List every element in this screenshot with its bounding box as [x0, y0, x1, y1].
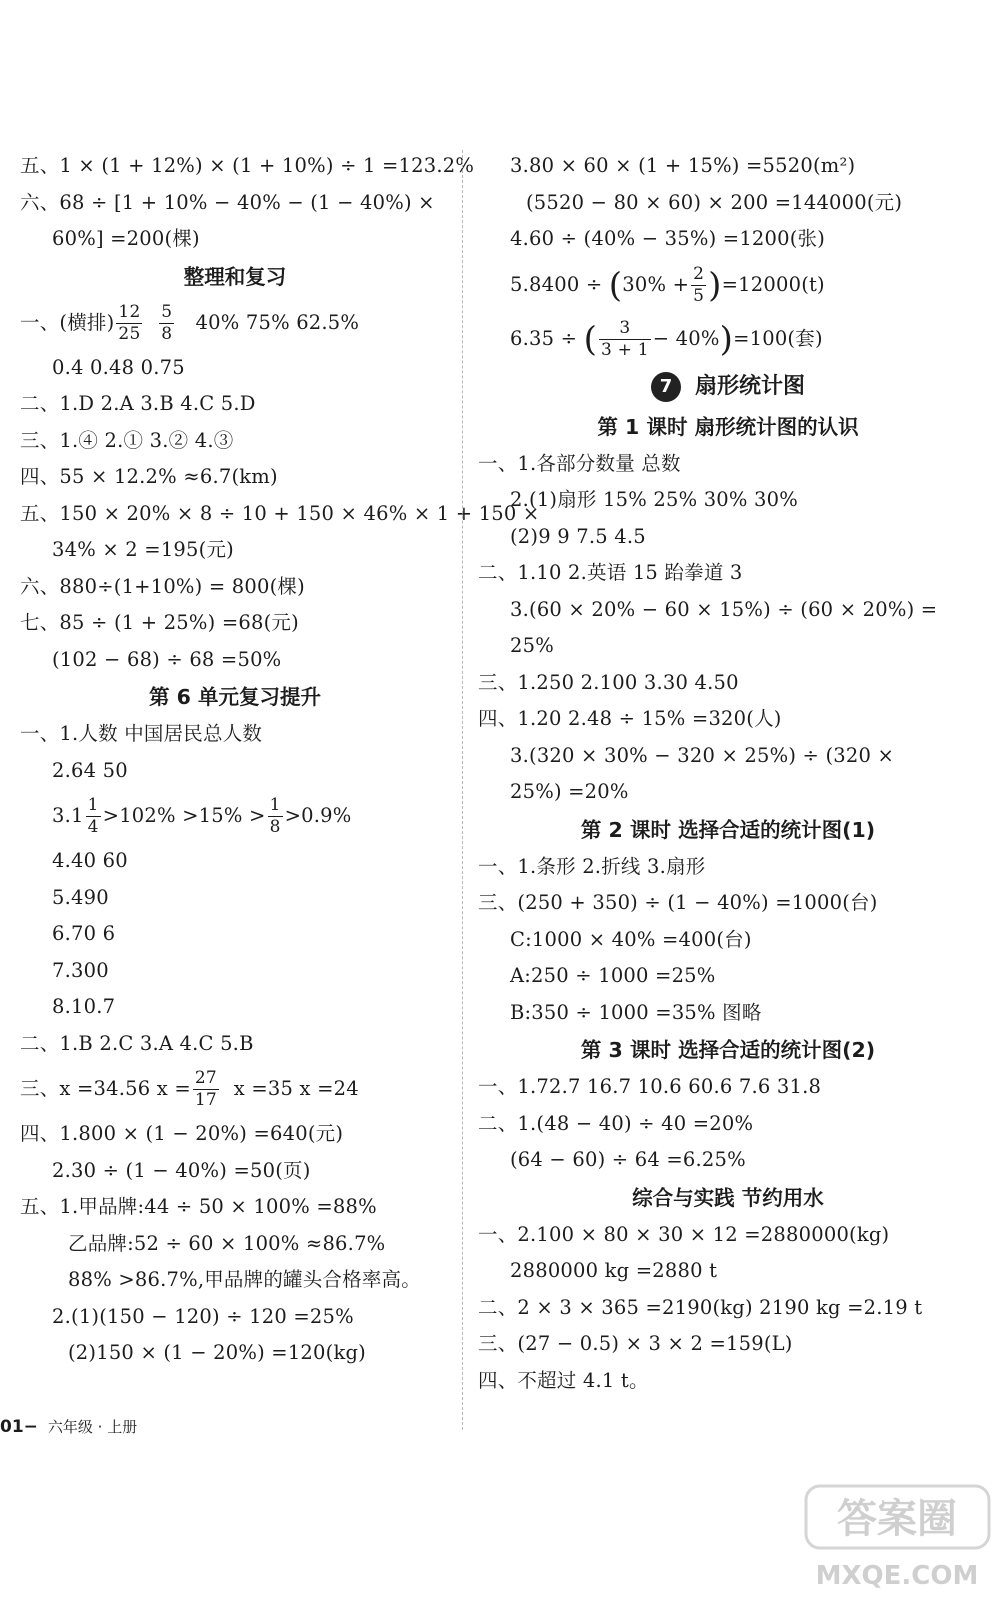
section-heading: 综合与实践 节约用水: [632, 1185, 824, 1210]
answer-line: 四、1.800 × (1 − 20%) =640(元): [20, 1122, 344, 1145]
answer-line: 4.60 ÷ (40% − 35%) =1200(张): [510, 227, 826, 250]
watermark-logo: [800, 1480, 995, 1595]
answer-line: 25%: [510, 634, 554, 657]
answer-line: 3.(320 × 30% − 320 × 25%) ÷ (320 ×: [510, 743, 895, 767]
answer-line: 乙品牌:52 ÷ 60 × 100% ≈86.7%: [68, 1231, 386, 1255]
answer-line: 25%) =20%: [510, 780, 629, 803]
answer-line: 二、1.B 2.C 3.A 4.C 5.B: [20, 1031, 254, 1055]
answer-line: 2880000 kg =2880 t: [510, 1259, 718, 1282]
answer-line: 3.1 $\frac{1}{4}$ >102% >15% > $\frac{1}{8}$ >0.9%: [52, 795, 352, 837]
answer-line: 一、1.72.7 16.7 10.6 60.6 7.6 31.8: [478, 1075, 822, 1098]
answer-line: 二、1.D 2.A 3.B 4.C 5.D: [20, 392, 256, 415]
answer-line: 四、1.20 2.48 ÷ 15% =320(人): [478, 707, 782, 730]
answer-line: 二、1.(48 − 40) ÷ 40 =20%: [478, 1111, 754, 1135]
page-number: 01−: [0, 1417, 38, 1437]
answer-line: (2)150 × (1 − 20%) =120(kg): [68, 1341, 366, 1364]
answer-line: 三、x =34.56 x = $\frac{27}{17}$ x =35 x =24: [20, 1068, 359, 1110]
answer-line: 2.(1)扇形 15% 25% 30% 30%: [510, 488, 798, 511]
fraction: $\frac{1}{8}$: [269, 795, 281, 837]
chapter-heading: 7 扇形统计图: [478, 366, 978, 408]
fraction: $\frac{3}{3 + 1}$: [601, 317, 649, 360]
fraction: $\frac{1}{4}$: [87, 795, 99, 837]
answer-line: 2.64 50: [52, 758, 128, 782]
answer-line: 3.80 × 60 × (1 + 15%) =5520(m²): [510, 154, 856, 177]
page-footer: [0, 1416, 137, 1437]
answer-line: C:1000 × 40% =400(台): [510, 927, 752, 951]
answer-line: 三、(27 − 0.5) × 3 × 2 =159(L): [478, 1332, 793, 1355]
answer-line: 34% × 2 =195(元): [52, 538, 234, 561]
answer-line: 五、1 × (1 + 12%) × (1 + 10%) ÷ 1 =123.2%: [20, 154, 475, 177]
answer-line: (5520 − 80 × 60) × 200 =144000(元): [526, 190, 903, 214]
answer-line: 一、1.各部分数量 总数: [478, 451, 681, 475]
answer-line: 三、1.250 2.100 3.30 4.50: [478, 670, 739, 694]
answer-line: 5.490: [52, 885, 109, 909]
answer-line: (102 − 68) ÷ 68 =50%: [52, 647, 282, 671]
fraction: $\frac{2}{5}$: [693, 263, 705, 306]
fraction: $\frac{5}{8}$: [161, 301, 173, 344]
answer-line: 六、68 ÷ [1 + 10% − 40% − (1 − 40%) ×: [20, 190, 435, 214]
answer-line: 60%] =200(棵): [52, 227, 200, 250]
answer-line: 三、1.④ 2.① 3.② 4.③: [20, 428, 234, 452]
left-column: [20, 148, 540, 1372]
answer-line: 3.(60 × 20% − 60 × 15%) ÷ (60 × 20%) =: [510, 597, 938, 621]
section-heading: 整理和复习: [183, 264, 287, 289]
lesson-heading: 第 2 课时 选择合适的统计图(1): [580, 817, 876, 842]
answer-line: 88% >86.7%,甲品牌的罐头合格率高。: [68, 1268, 421, 1291]
answer-line: 四、55 × 12.2% ≈6.7(km): [20, 465, 278, 488]
right-column: [478, 148, 978, 1399]
answer-line: 2.30 ÷ (1 − 40%) =50(页): [52, 1158, 311, 1182]
chapter-number-badge: 7: [651, 372, 681, 402]
answer-line: A:250 ÷ 1000 =25%: [510, 964, 716, 987]
answer-line: 五、150 × 20% × 8 ÷ 10 + 150 × 46% × 1 + 150 ×: [20, 501, 540, 525]
answer-line: 四、不超过 4.1 t。: [478, 1368, 649, 1392]
answer-line: 六、880÷(1+10%) = 800(棵): [20, 574, 305, 598]
fraction: $\frac{27}{17}$: [194, 1068, 217, 1110]
answer-line: 5.8400 ÷ (30% + $\frac{2}{5}$ )=12000(t): [510, 263, 825, 306]
answer-line: 一、1.人数 中国居民总人数: [20, 722, 263, 745]
fraction: $\frac{12}{25}$: [118, 301, 141, 344]
answer-line: 一、(横排) $\frac{12}{25}$ $\frac{5}{8}$ 40% 75% 62.5%: [20, 301, 360, 344]
answer-line: 4.40 60: [52, 849, 128, 872]
column-divider: [462, 150, 463, 1430]
watermark-url: MXQE.COM: [815, 1561, 979, 1591]
answer-line: 七、85 ÷ (1 + 25%) =68(元): [20, 611, 299, 634]
answer-line: 五、1.甲品牌:44 ÷ 50 × 100% =88%: [20, 1195, 377, 1218]
lesson-heading: 第 1 课时 扇形统计图的认识: [597, 414, 859, 439]
answer-line: 一、2.100 × 80 × 30 × 12 =2880000(kg): [478, 1222, 890, 1246]
answer-line: 一、1.条形 2.折线 3.扇形: [478, 854, 706, 878]
grade-label: 六年级 · 上册: [47, 1418, 138, 1436]
answer-line: 6.70 6: [52, 922, 116, 945]
answer-line: 0.4 0.48 0.75: [52, 355, 185, 379]
watermark-logo-text: 答案圈: [837, 1496, 957, 1542]
answer-line: 7.300: [52, 958, 109, 982]
answer-line: (64 − 60) ÷ 64 =6.25%: [510, 1148, 746, 1171]
answer-line: 6.35 ÷ ( $\frac{3}{3 + 1}$ − 40%)=100(套): [510, 317, 823, 360]
answer-line: B:350 ÷ 1000 =35% 图略: [510, 1000, 762, 1024]
answer-line: 二、1.10 2.英语 15 跆拳道 3: [478, 561, 743, 584]
answer-line: 三、(250 + 350) ÷ (1 − 40%) =1000(台): [478, 891, 878, 914]
answer-line: 2.(1)(150 − 120) ÷ 120 =25%: [52, 1304, 354, 1328]
answer-line: 二、2 × 3 × 365 =2190(kg) 2190 kg =2.19 t: [478, 1295, 923, 1319]
section-heading: 第 6 单元复习提升: [148, 685, 322, 709]
lesson-heading: 第 3 课时 选择合适的统计图(2): [580, 1038, 876, 1062]
answer-line: (2)9 9 7.5 4.5: [510, 524, 646, 548]
answer-line: 8.10.7: [52, 995, 116, 1018]
